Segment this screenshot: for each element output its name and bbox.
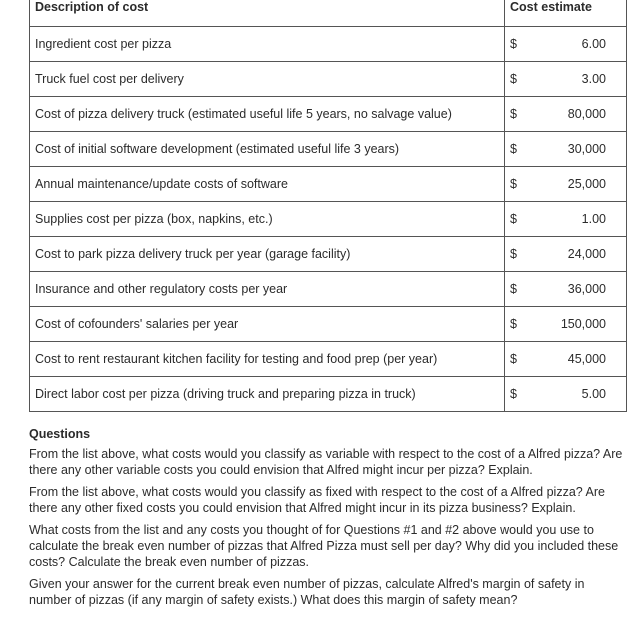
row-currency: $ — [505, 167, 547, 202]
row-currency: $ — [505, 27, 547, 62]
question-2: From the list above, what costs would you classify as fixed with respect to the cost of a Alfred pizza? Are there any other fixed costs you could envision that Alfred might incur in its pizza business? Explain. — [29, 485, 605, 515]
row-currency: $ — [505, 342, 547, 377]
table-row — [30, 377, 627, 412]
table-row — [30, 97, 627, 132]
row-amount: 25,000 — [547, 167, 627, 202]
table-row — [30, 132, 627, 167]
table-row — [30, 237, 627, 272]
row-description: Direct labor cost per pizza (driving truck and preparing pizza in truck) — [30, 377, 505, 412]
cost-table — [29, 0, 627, 412]
row-description: Cost of cofounders' salaries per year — [30, 307, 505, 342]
row-description: Supplies cost per pizza (box, napkins, etc.) — [30, 202, 505, 237]
row-amount: 6.00 — [547, 27, 627, 62]
row-currency: $ — [505, 272, 547, 307]
row-currency: $ — [505, 377, 547, 412]
row-description: Cost of pizza delivery truck (estimated useful life 5 years, no salvage value) — [30, 97, 505, 132]
question-3: What costs from the list and any costs you thought of for Questions #1 and #2 above would you use to calculate the break even number of pizzas that Alfred Pizza must sell per day? Why did you included these costs? Calculate the break even number of pizzas. — [29, 523, 619, 569]
row-description: Truck fuel cost per delivery — [30, 62, 505, 97]
header-description: Description of cost — [30, 0, 505, 27]
row-amount: 24,000 — [547, 237, 627, 272]
question-1: From the list above, what costs would you classify as variable with respect to the cost of a Alfred pizza? Are there any other variable costs you could envision that Alfred might incur per pizza? Explain. — [29, 447, 623, 477]
questions-title: Questions — [29, 427, 91, 441]
row-description: Cost to park pizza delivery truck per year (garage facility) — [30, 237, 505, 272]
row-amount: 5.00 — [547, 377, 627, 412]
row-currency: $ — [505, 237, 547, 272]
row-description: Cost to rent restaurant kitchen facility for testing and food prep (per year) — [30, 342, 505, 377]
row-description: Insurance and other regulatory costs per year — [30, 272, 505, 307]
row-amount: 150,000 — [547, 307, 627, 342]
table-row — [30, 342, 627, 377]
table-row — [30, 27, 627, 62]
table-header-row — [30, 0, 627, 27]
row-currency: $ — [505, 132, 547, 167]
header-cost-estimate: Cost estimate — [505, 0, 627, 27]
row-amount: 45,000 — [547, 342, 627, 377]
table-row — [30, 272, 627, 307]
row-currency: $ — [505, 97, 547, 132]
row-currency: $ — [505, 307, 547, 342]
table-row — [30, 62, 627, 97]
row-currency: $ — [505, 62, 547, 97]
row-currency: $ — [505, 202, 547, 237]
row-description: Ingredient cost per pizza — [30, 27, 505, 62]
row-amount: 1.00 — [547, 202, 627, 237]
row-amount: 3.00 — [547, 62, 627, 97]
questions-section — [29, 426, 629, 614]
row-description: Annual maintenance/update costs of software — [30, 167, 505, 202]
row-amount: 80,000 — [547, 97, 627, 132]
table-row — [30, 202, 627, 237]
row-description: Cost of initial software development (estimated useful life 3 years) — [30, 132, 505, 167]
table-row — [30, 307, 627, 342]
row-amount: 36,000 — [547, 272, 627, 307]
row-amount: 30,000 — [547, 132, 627, 167]
question-4: Given your answer for the current break even number of pizzas, calculate Alfred's margin of safety in number of pizzas (if any margin of safety exists.) What does this margin of safety mean? — [29, 577, 585, 607]
table-row — [30, 167, 627, 202]
